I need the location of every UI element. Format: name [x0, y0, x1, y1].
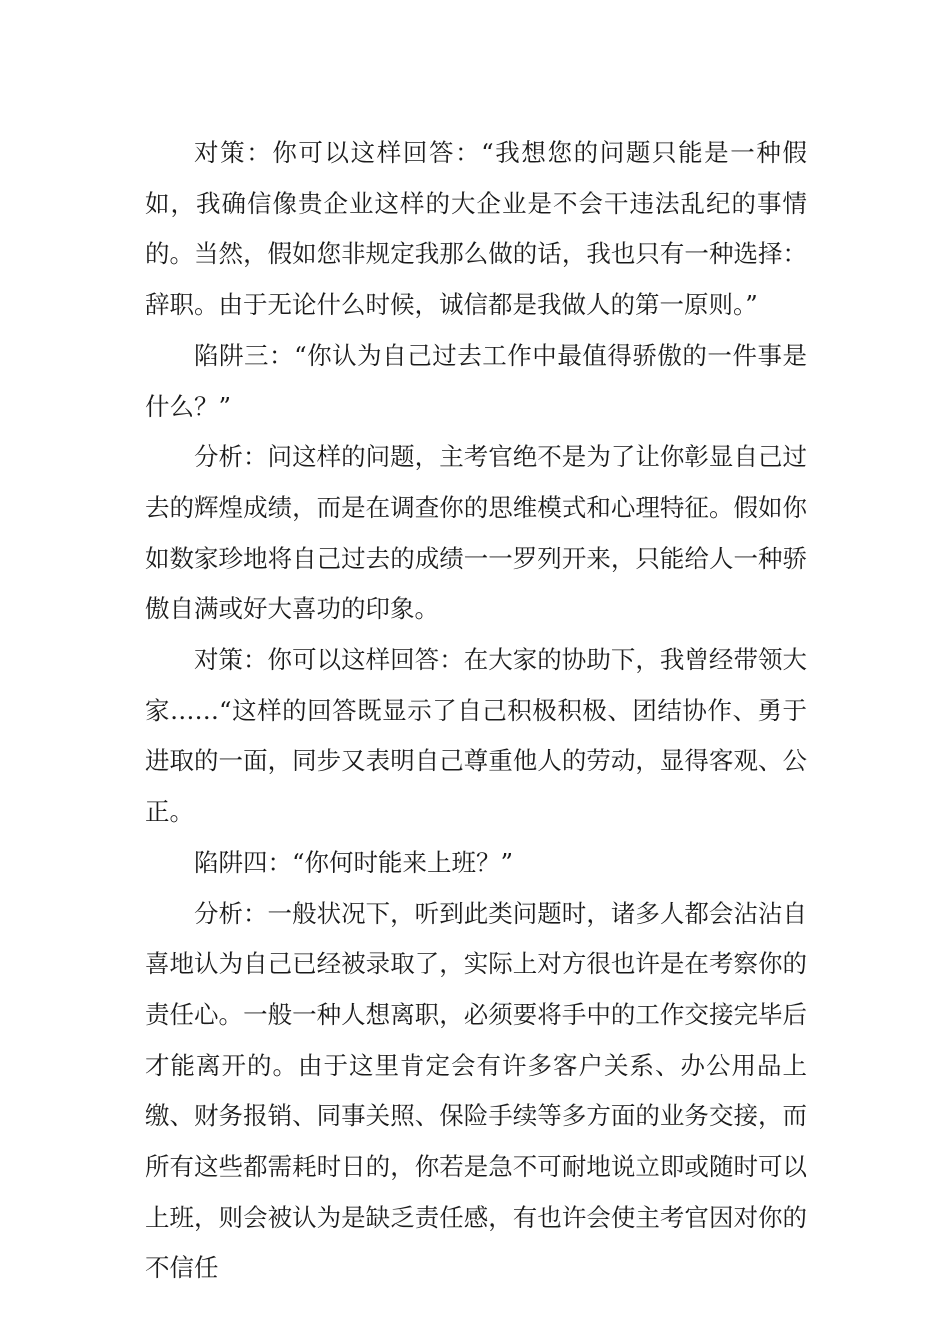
paragraph-strategy-honesty: 对策：你可以这样回答：“我想您的问题只能是一种假如，我确信像贵企业这样的大企业是不会干违法乱纪的事情的。当然，假如您非规定我那么做的话，我也只有一种选择：辞职。由于无论什么时候，诚信都是我做人的第一原则。” — [145, 138, 807, 320]
paragraph-trap-three: 陷阱三：“你认为自己过去工作中最值得骄傲的一件事是什么？” — [145, 340, 807, 421]
paragraph-strategy-teamwork: 对策：你可以这样回答：在大家的协助下，我曾经带领大家……“这样的回答既显示了自己积极积极、团结协作、勇于进取的一面，同步又表明自己尊重他人的劳动，显得客观、公正。 — [145, 645, 807, 827]
paragraph-analysis-start-date: 分析：一般状况下，听到此类问题时，诸多人都会沾沾自喜地认为自己已经被录取了，实际上对方很也许是在考察你的责任心。一般一种人想离职，必须要将手中的工作交接完毕后才能离开的。由于这里肯定会有许多客户关系、办公用品上缴、财务报销、同事关照、保险手续等多方面的业务交接，而所有这些都需耗时日的，你若是急不可耐地说立即或随时可以上班，则会被认为是缺乏责任感，有也许会使主考官因对你的不信任 — [145, 898, 807, 1283]
document-body — [145, 128, 807, 1294]
paragraph-trap-four: 陷阱四：“你何时能来上班？” — [194, 847, 514, 877]
paragraph-analysis-pride: 分析：问这样的问题，主考官绝不是为了让你彰显自己过去的辉煌成绩，而是在调查你的思维模式和心理特征。假如你如数家珍地将自己过去的成绩一一罗列开来，只能给人一种骄傲自满或好大喜功的印象。 — [145, 442, 807, 624]
